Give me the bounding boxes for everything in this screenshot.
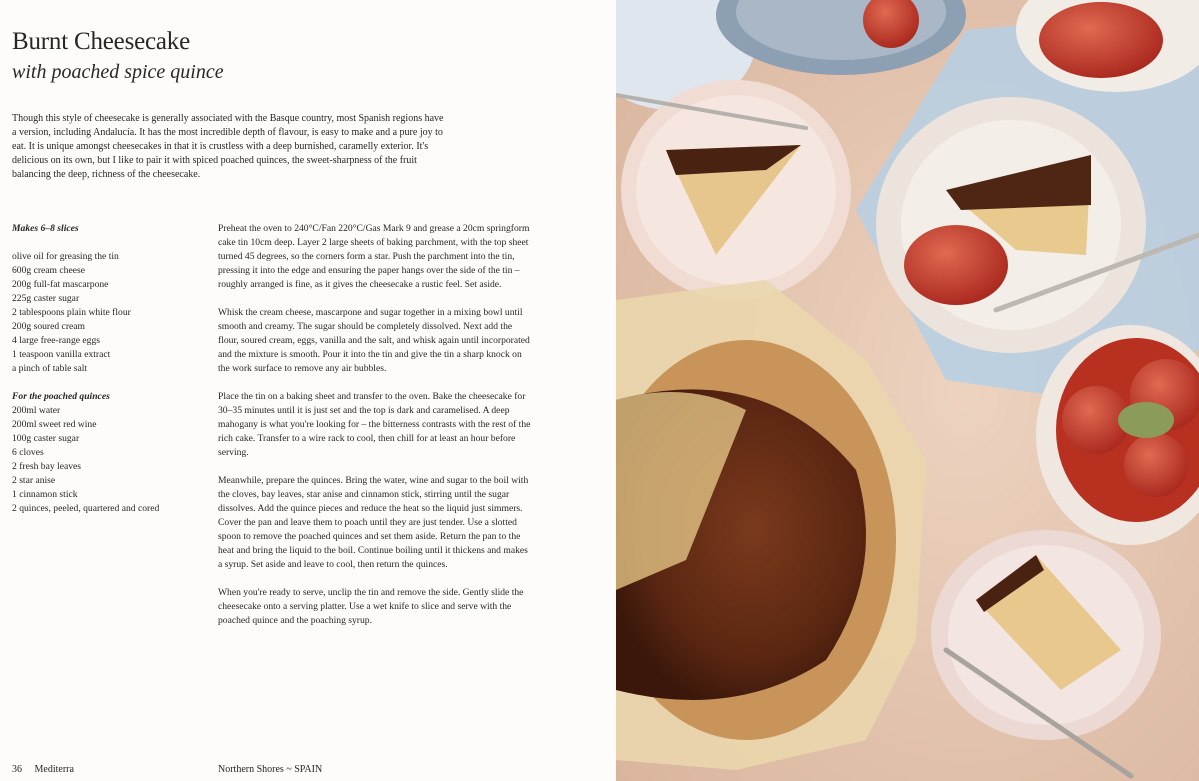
ingredient-item: 2 fresh bay leaves bbox=[12, 461, 81, 472]
bay-leaf bbox=[1118, 402, 1174, 438]
ingredient-item: 225g caster sugar bbox=[12, 293, 80, 304]
method-steps bbox=[218, 222, 534, 642]
page-footer bbox=[12, 764, 84, 775]
quince-heading: For the poached quinces bbox=[12, 391, 110, 402]
ingredient-item: 200ml water bbox=[12, 405, 61, 416]
ingredient-item: 100g caster sugar bbox=[12, 433, 80, 444]
ingredient-item: 6 cloves bbox=[12, 447, 44, 458]
ingredient-item: 600g cream cheese bbox=[12, 265, 85, 276]
ingredient-item: a pinch of table salt bbox=[12, 363, 88, 374]
method-step: Meanwhile, prepare the quinces. Bring the water, wine and sugar to the boil with the cloves, bay leaves, star anise and cinnamon stick, stirring until the sugar dissolves. Add the quince pieces and reduce the heat so the liquid just simmers. Cover the pan and leave them to poach until they are just tender. Use a slotted spoon to remove the poached quinces and set them aside. Return the pan to the heat and bring the liquid to the boil. Continue boiling until it thickens and makes a syrup. Set aside and leave to cool, then return the quinces. bbox=[218, 475, 529, 570]
ingredient-item: 1 cinnamon stick bbox=[12, 489, 78, 500]
chapter-label: Northern Shores ~ SPAIN bbox=[218, 764, 323, 775]
ingredient-item: 200ml sweet red wine bbox=[12, 419, 97, 430]
recipe-title: Burnt Cheesecake bbox=[12, 28, 190, 55]
method-step: Whisk the cream cheese, mascarpone and sugar together in a mixing bowl until smooth and creamy. The sugar should be completely dissolved. Next add the flour, soured cream, eggs, vanilla and the salt, and whisk again until incorporated and the mixture is smooth. Pour it into the tin and give the tin a sharp knock on the work surface to remove any air bubbles. bbox=[218, 307, 530, 374]
ingredient-item: 200g soured cream bbox=[12, 321, 85, 332]
page-number: 36 bbox=[12, 764, 22, 775]
method-step: Preheat the oven to 240°C/Fan 220°C/Gas Mark 9 and grease a 20cm springform cake tin 10cm deep. Layer 2 large sheets of baking parchment, with the top sheet turned 45 degrees, so the corners form a star. Push the parchment into the tin, pressing it into the edge and ensuring the paper hangs over the side of the tin – roughly arranged is fine, as it gives the cheesecake a rustic feel. Set aside. bbox=[218, 223, 530, 290]
ingredient-item: 2 tablespoons plain white flour bbox=[12, 307, 131, 318]
photo-illustration bbox=[616, 0, 1199, 781]
ingredient-item: 4 large free-range eggs bbox=[12, 335, 100, 346]
ingredient-item: 2 quinces, peeled, quartered and cored bbox=[12, 503, 160, 514]
method-step: When you're ready to serve, unclip the tin and remove the side. Gently slide the cheesecake onto a serving platter. Use a wet knife to slice and serve with the poached quince and the poaching syrup. bbox=[218, 587, 524, 626]
ingredient-item: olive oil for greasing the tin bbox=[12, 251, 119, 262]
method-step: Place the tin on a baking sheet and transfer to the oven. Bake the cheesecake for 30–35 minutes until it is just set and the top is dark and caramelised. A deep mahogany is what you're looking for – the bitterness contrasts with the rest of the rich cake. Transfer to a wire rack to cool, then chill for at least an hour before serving. bbox=[218, 391, 531, 458]
servings-label: Makes 6–8 slices bbox=[12, 223, 79, 234]
book-title: Mediterra bbox=[34, 764, 74, 775]
ingredient-item: 200g full-fat mascarpone bbox=[12, 279, 109, 290]
ingredients-list bbox=[12, 222, 172, 516]
ingredient-item: 2 star anise bbox=[12, 475, 56, 486]
cheesecake-photo bbox=[616, 0, 1199, 781]
recipe-subtitle: with poached spice quince bbox=[12, 61, 224, 83]
recipe-intro: Though this style of cheesecake is generally associated with the Basque country, most Spanish regions have a version, including Andalucía. It has the most incredible depth of flavour, is easy to make and a pure joy to eat. It is unique amongst cheesecakes in that it is crustless with a deep burnished, caramelly exterior. It's delicious on its own, but I like to pair it with spiced poached quinces, the sweet-sharpness of the fruit balancing the deep, richness of the cheesecake. bbox=[12, 113, 444, 180]
ingredient-item: 1 teaspoon vanilla extract bbox=[12, 349, 111, 360]
